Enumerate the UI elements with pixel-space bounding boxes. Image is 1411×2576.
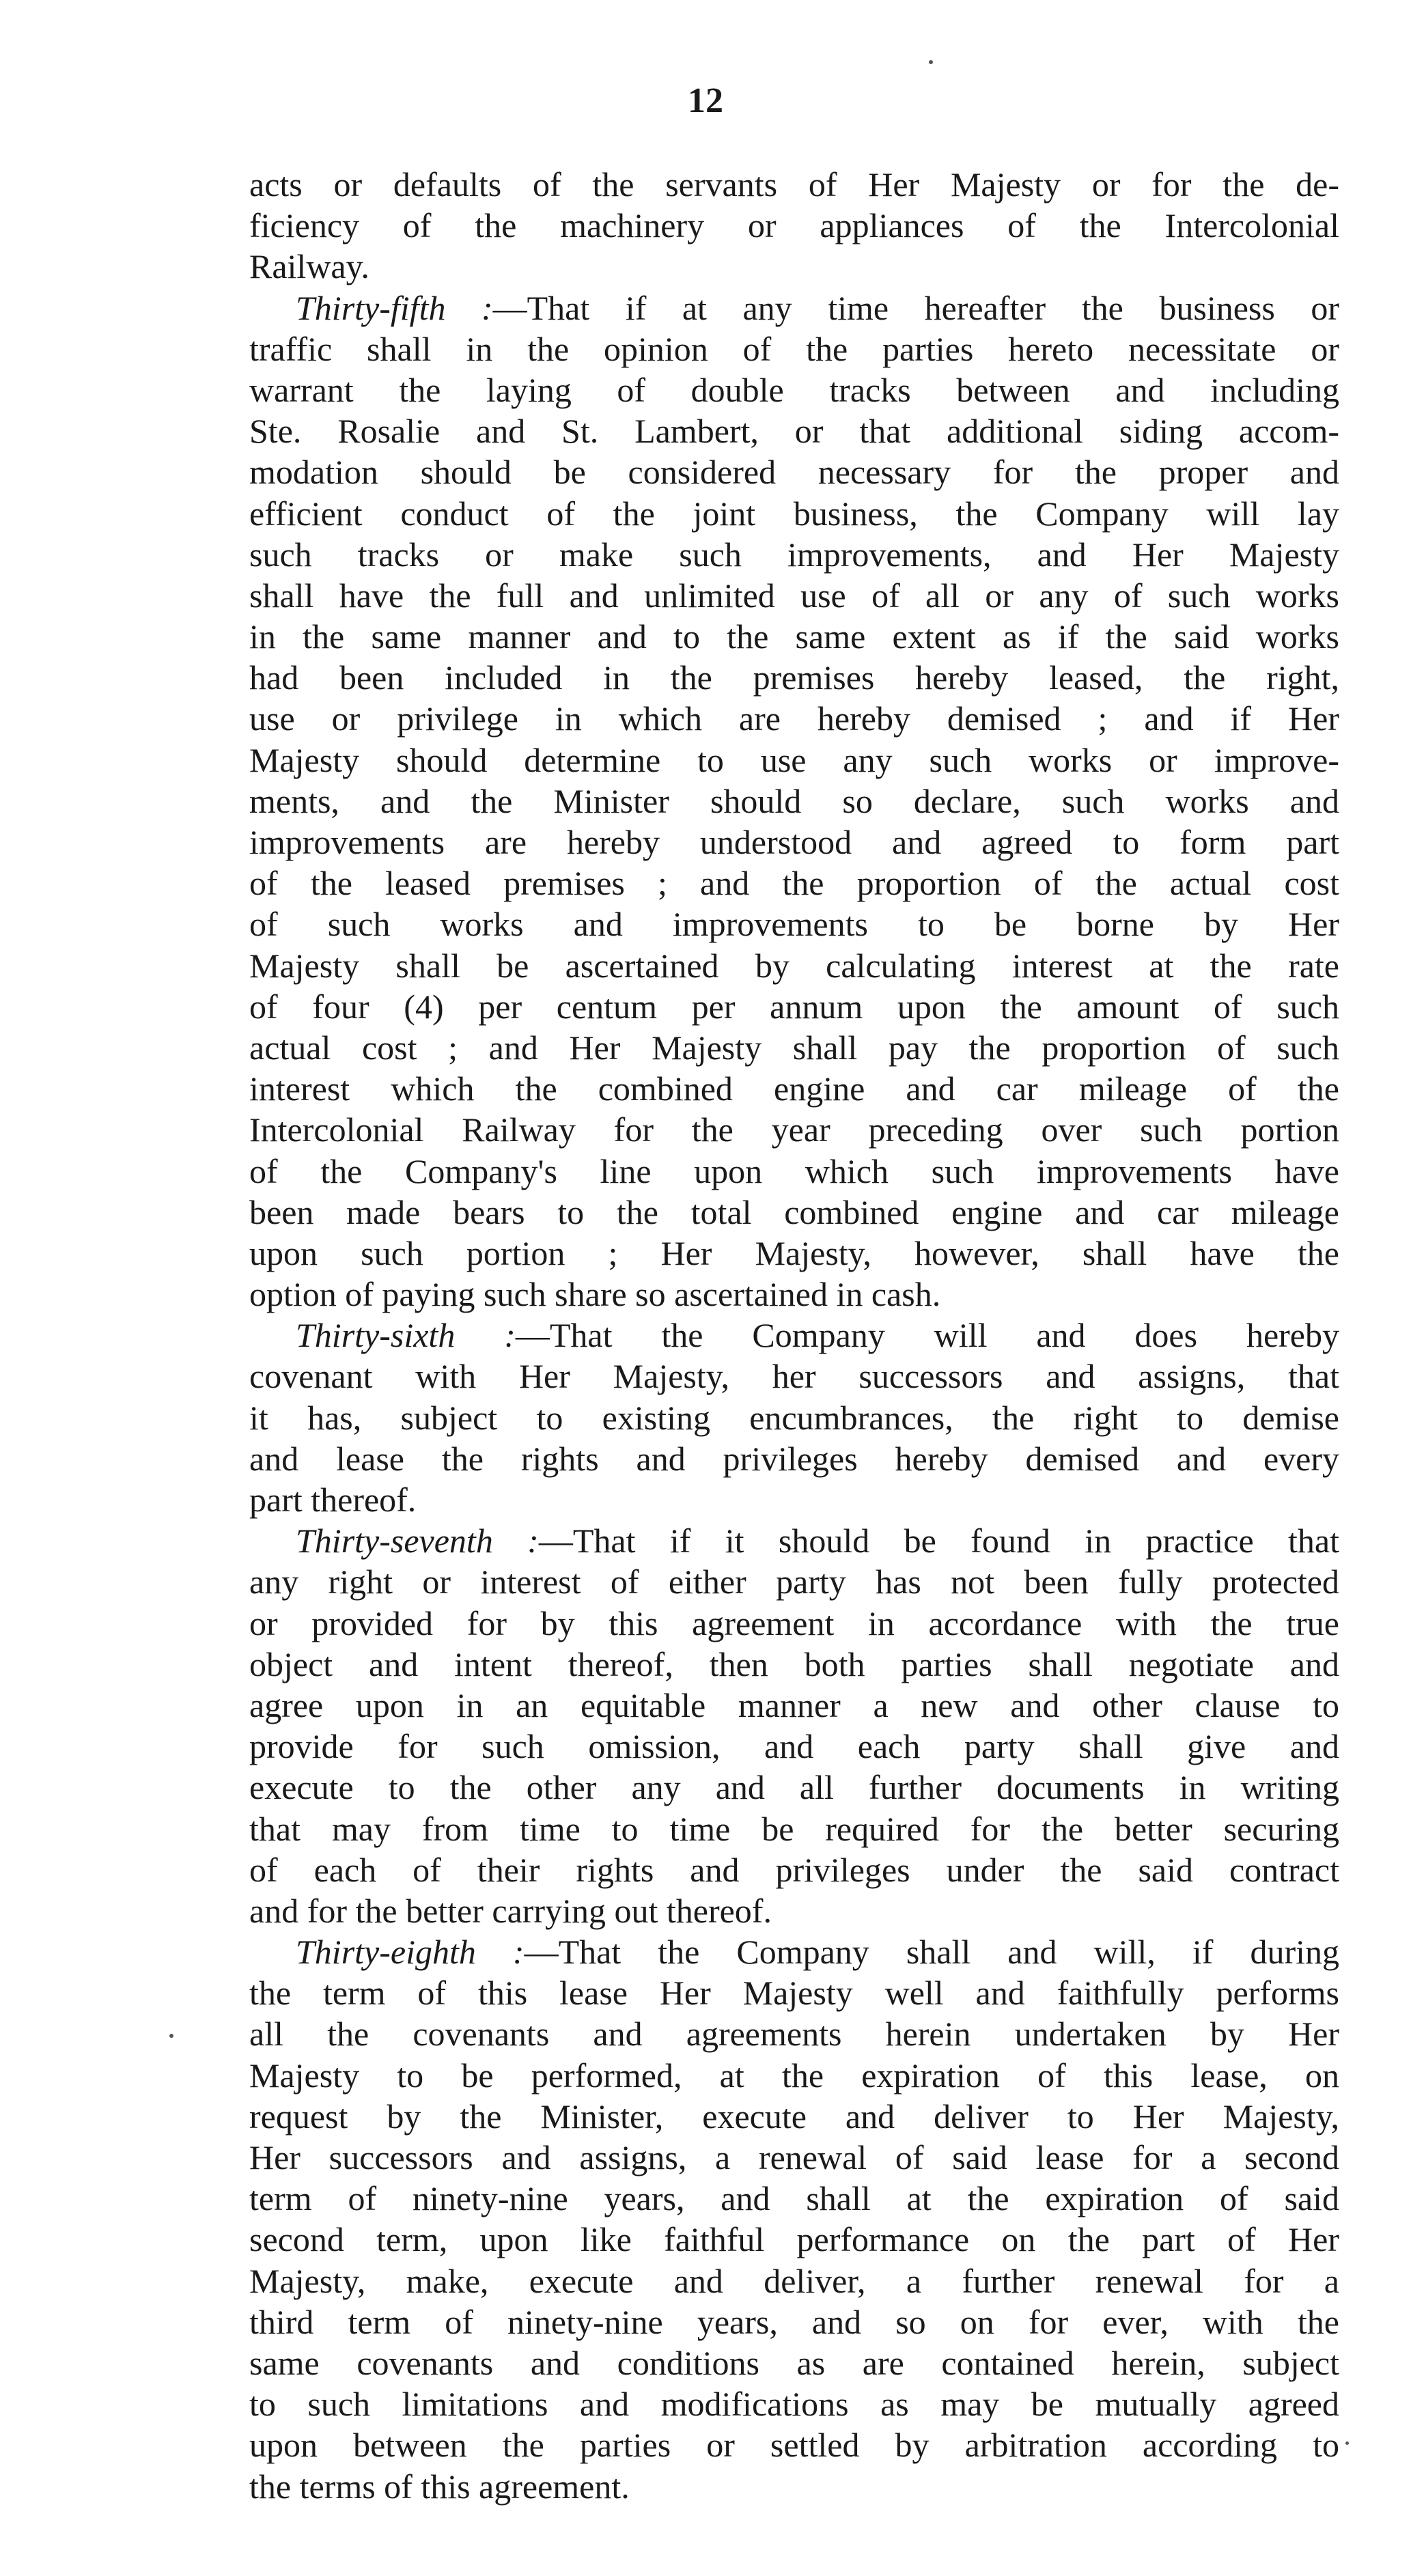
clause-first-line [249,1315,1339,1356]
text-line [249,1356,1339,1397]
text-line [249,1685,1339,1726]
text-line [249,863,1339,904]
line-text: agree upon in an equitable manner a new and other clause to [249,1685,1339,1724]
line-text: Majesty shall be ascertained by calculating interest at the rate [249,946,1339,985]
text-line [249,1767,1339,1808]
text-line [249,945,1339,986]
clause-first-line [249,288,1339,328]
text-line [249,246,1339,287]
line-text: the term of this lease Her Majesty well and faithfully performs [249,1974,1339,2013]
line-text: Majesty to be performed, at the expiration of this lease, on [249,2056,1339,2095]
clause-heading: Thirty-fifth : [296,288,493,327]
line-text: modation should be considered necessary for the proper and [249,453,1339,492]
text-line [249,2466,1339,2507]
text-line [249,1603,1339,1644]
line-text: part thereof. [249,1481,417,1519]
scan-speck [929,60,933,64]
text-line [249,1849,1339,1890]
text-line [249,1726,1339,1767]
text-line [249,1192,1339,1233]
text-line [249,2342,1339,2383]
text-line [249,1027,1339,1068]
line-text: shall have the full and unlimited use of all or any of such works [249,576,1339,615]
line-text: all the covenants and agreements herein undertaken by Her [249,2015,1339,2054]
line-text: third term of ninety-nine years, and so on for ever, with the [249,2302,1339,2341]
page-number: 12 [688,81,723,120]
line-text: ments, and the Minister should so declare, such works and [249,781,1339,820]
text-line [249,904,1339,944]
line-text: same covenants and conditions as are contained herein, subject [249,2343,1339,2382]
line-text: traffic shall in the opinion of the parties hereto necessitate or [249,329,1339,368]
text-line [249,493,1339,534]
clause-heading: Thirty-sixth : [296,1316,516,1355]
text-line [249,2055,1339,2096]
line-text: the terms of this agreement. [249,2467,630,2506]
line-text: such tracks or make such improvements, and Her Majesty [249,535,1339,574]
line-text: Majesty, make, execute and deliver, a further renewal for a [249,2261,1339,2300]
line-text: warrant the laying of double tracks between and including [249,370,1339,409]
text-line [249,1274,1339,1315]
text-line [249,1972,1339,2013]
line-text: object and intent thereof, then both parties shall negotiate and [249,1644,1339,1683]
line-text: Ste. Rosalie and St. Lambert, or that additional siding accom- [249,412,1339,451]
line-text: —That if at any time hereafter the business or [492,288,1339,327]
line-text: and lease the rights and privileges hereby demised and every [249,1439,1339,1478]
line-text: actual cost ; and Her Majesty shall pay the proportion of such [249,1028,1339,1067]
line-text: had been included in the premises hereby leased, the right, [249,658,1339,697]
clause-first-line [249,1931,1339,1972]
text-line [249,1068,1339,1109]
body-text [249,164,1339,2507]
text-line [249,1151,1339,1192]
line-text: it has, subject to existing encumbrances, the right to demise [249,1398,1339,1437]
text-line [249,1808,1339,1849]
scan-speck [1345,2441,1349,2445]
text-line [249,1109,1339,1150]
line-text: or provided for by this agreement in accordance with the true [249,1604,1339,1642]
text-line [249,616,1339,657]
text-line [249,2219,1339,2260]
line-text: acts or defaults of the servants of Her Majesty or for the de- [249,165,1339,204]
line-text: option of paying such share so ascertained in cash. [249,1275,941,1314]
clause-heading: Thirty-seventh : [296,1522,539,1560]
line-text: of each of their rights and privileges under the said contract [249,1850,1339,1889]
line-text: ficiency of the machinery or appliances of the Intercolonial [249,206,1339,245]
line-text: provide for such omission, and each party shall give and [249,1727,1339,1766]
text-line [249,328,1339,369]
text-line [249,2096,1339,2137]
line-text: improvements are hereby understood and agreed to form part [249,823,1339,861]
text-line [249,2301,1339,2342]
line-text: second term, upon like faithful performance on the part of Her [249,2220,1339,2259]
text-line [249,1561,1339,1602]
line-text: of such works and improvements to be borne by Her [249,905,1339,944]
line-text: been made bears to the total combined engine and car mileage [249,1192,1339,1231]
line-text: Railway. [249,247,369,286]
text-line [249,822,1339,863]
text-line [249,1438,1339,1479]
line-text: Intercolonial Railway for the year preceding over such portion [249,1110,1339,1149]
text-line [249,2013,1339,2054]
text-line [249,1397,1339,1438]
line-text: use or privilege in which are hereby demised ; and if Her [249,699,1339,738]
line-text: that may from time to time be required for the better securing [249,1809,1339,1848]
line-text: any right or interest of either party has not been fully protected [249,1563,1339,1601]
line-text: term of ninety-nine years, and shall at the expiration of said [249,2179,1339,2218]
line-text: —That the Company shall and will, if during [524,1933,1339,1972]
text-line [249,1644,1339,1685]
clause-heading: Thirty-eighth : [296,1933,525,1972]
line-text: efficient conduct of the joint business, the Company will lay [249,494,1339,533]
line-text: Majesty should determine to use any such works or improve- [249,740,1339,779]
text-line [249,2383,1339,2424]
text-line [249,2178,1339,2219]
text-line [249,698,1339,739]
scan-speck [169,2034,173,2038]
line-text: Her successors and assigns, a renewal of said lease for a second [249,2138,1339,2176]
line-text: upon such portion ; Her Majesty, however, shall have the [249,1233,1339,1272]
line-text: covenant with Her Majesty, her successors and assigns, that [249,1357,1339,1396]
line-text: interest which the combined engine and car mileage of the [249,1069,1339,1108]
text-line [249,451,1339,492]
text-line [249,740,1339,781]
text-line [249,2424,1339,2465]
text-line [249,205,1339,246]
line-text: to such limitations and modifications as may be mutually agreed [249,2385,1339,2424]
text-line [249,1890,1339,1931]
text-line [249,1479,1339,1520]
line-text: —That the Company will and does hereby [515,1316,1339,1355]
text-line [249,534,1339,575]
line-text: request by the Minister, execute and deliver to Her Majesty, [249,2097,1339,2136]
text-line [249,657,1339,698]
text-line [249,781,1339,822]
line-text: —That if it should be found in practice that [538,1522,1340,1560]
line-text: and for the better carrying out thereof. [249,1891,772,1930]
line-text: in the same manner and to the same extent as if the said works [249,617,1339,656]
text-line [249,986,1339,1027]
text-line [249,164,1339,205]
text-line [249,2137,1339,2178]
text-line [249,369,1339,410]
line-text: upon between the parties or settled by arbitration according to [249,2426,1339,2465]
text-line [249,410,1339,451]
clause-first-line [249,1520,1339,1561]
line-text: of the leased premises ; and the proportion of the actual cost [249,864,1339,903]
text-line [249,2260,1339,2301]
line-text: of the Company's line upon which such improvements have [249,1151,1339,1190]
line-text: execute to the other any and all further documents in writing [249,1768,1339,1807]
text-line [249,1233,1339,1274]
line-text: of four (4) per centum per annum upon the amount of such [249,987,1339,1026]
text-line [249,575,1339,616]
